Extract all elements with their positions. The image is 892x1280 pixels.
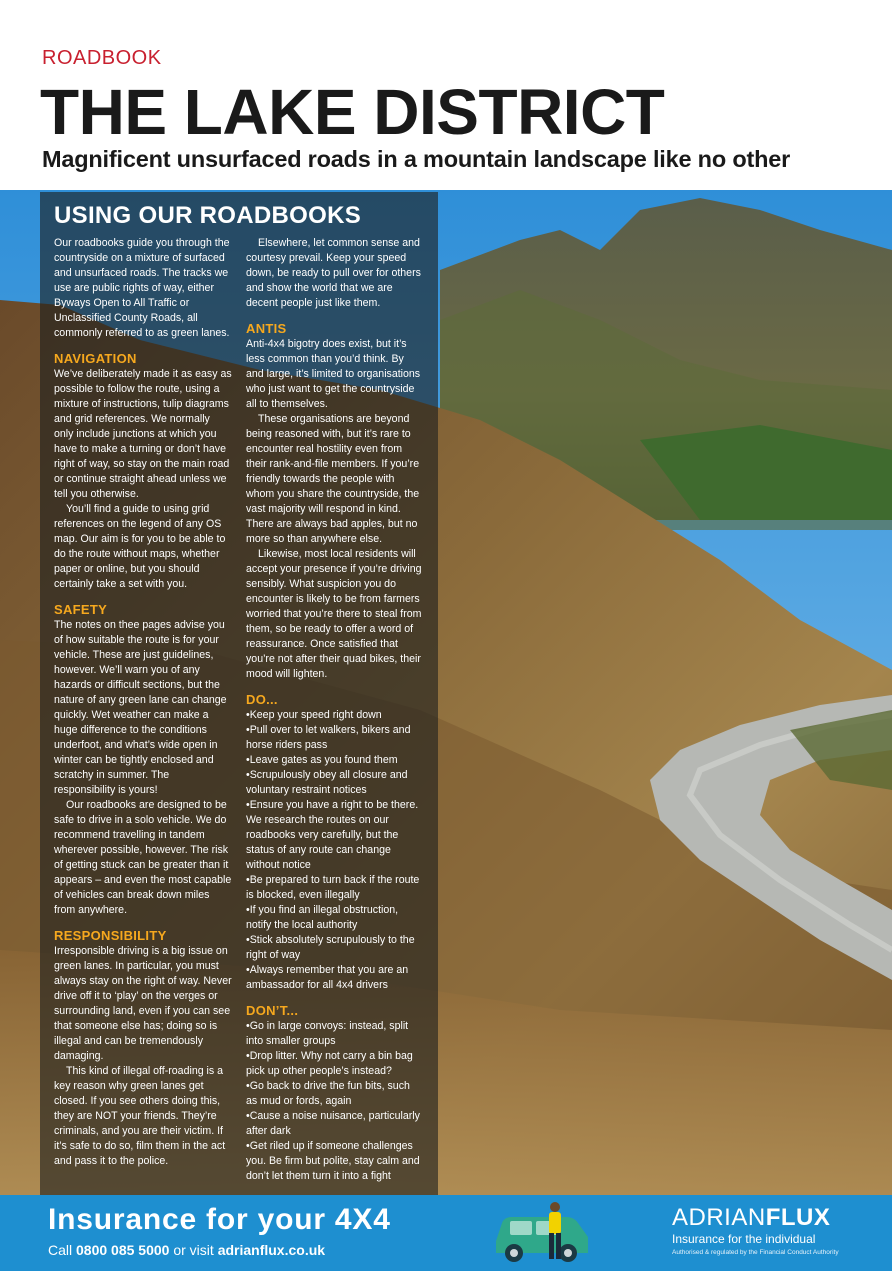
responsibility-paragraph: Irresponsible driving is a big issue on green lanes. In particular, you must always stay on the right of way. Never drive off it to ‘play’ on the verges or surrounding land, even if you can see that someone else has; doing so is illegal and can be tremendously damaging. [54, 945, 232, 1062]
navigation-heading: NAVIGATION [54, 351, 137, 366]
dont-heading: DON’T... [246, 1003, 299, 1018]
antis-heading: ANTIS [246, 321, 287, 336]
page-bottom-margin [0, 1271, 892, 1280]
page-title: THE LAKE DISTRICT [40, 76, 665, 148]
list-item: • Drop litter. Why not carry a bin bag pick up other people’s instead? [246, 1049, 424, 1079]
list-item: • Get riled up if someone challenges you. Be firm but polite, stay calm and don’t let them turn it into a fight [246, 1139, 424, 1184]
responsibility-heading: RESPONSIBILITY [54, 928, 167, 943]
page-subtitle: Magnificent unsurfaced roads in a mountain landscape like no other [42, 146, 791, 172]
regulatory-notice: Authorised & regulated by the Financial Conduct Authority [672, 1249, 839, 1256]
panel-column-left [54, 236, 232, 1184]
list-item: • Stick absolutely scrupulously to the right of way [246, 933, 424, 963]
intro-paragraph: Our roadbooks guide you through the countryside on a mixture of surfaced and unsurfaced roads. The tracks we use are public rights of way, either Byways Open to All Traffic or Unclassified County Roads, all commonly referred to as green lanes. [54, 237, 230, 339]
navigation-paragraph: We’ve deliberately made it as easy as possible to follow the route, using a mixture of instructions, tulip diagrams and grid references. We normally only include junctions at which you have to make a turning or don’t have right of way, so stay on the main road or continue straight ahead unless we tell you otherwise. [54, 368, 232, 500]
list-item: • Leave gates as you found them [246, 753, 424, 768]
list-item: • Pull over to let walkers, bikers and horse riders pass [246, 723, 424, 753]
website-link[interactable]: adrianflux.co.uk [217, 1242, 326, 1258]
safety-heading: SAFETY [54, 602, 108, 617]
list-item: • Be prepared to turn back if the route is blocked, even illegally [246, 873, 424, 903]
brand-tagline: Insurance for the individual [672, 1232, 816, 1246]
brand-logo-bold: FLUX [765, 1204, 831, 1231]
list-item: • Ensure you have a right to be there. We research the routes on our roadbooks very carefully, but the status of any route can change without notice [246, 798, 424, 873]
responsibility-paragraph: This kind of illegal off-roading is a key reason why green lanes get closed. If you see others doing this, they are NOT your friends. They’re criminals, and you are their victim. If it’s safe to do so, film them in the act and pass it to the police. [54, 1065, 226, 1167]
brand-logo-light: ADRIAN [672, 1204, 766, 1231]
call-prefix: Call [48, 1242, 73, 1258]
brand-logo [672, 1204, 830, 1232]
phone-number[interactable]: 0800 085 5000 [76, 1242, 170, 1258]
panel-column-right [246, 236, 424, 1184]
list-item: • Always remember that you are an ambassador for all 4x4 drivers [246, 963, 424, 993]
dont-list [246, 1019, 424, 1184]
do-list [246, 708, 424, 993]
list-item: • Keep your speed right down [246, 708, 424, 723]
page-header [0, 0, 892, 190]
list-item: • Go back to drive the fun bits, such as mud or fords, again [246, 1079, 424, 1109]
safety-paragraph: The notes on thee pages advise you of how suitable the route is for your vehicle. These are just guidelines, however. We’ll warn you of any hazards or difficult sections, but the nature of any green lane can change quickly. Wet weather can make a huge difference to the conditions underfoot, and what’s wide open in winter can be tightly enclosed and scratchy in summer. The responsibility is yours! [54, 619, 227, 796]
roadbooks-guide-panel [40, 192, 438, 1195]
list-item: • Go in large convoys: instead, split into smaller groups [246, 1019, 424, 1049]
car-person-icon [492, 1201, 592, 1265]
advert-contact [48, 1242, 325, 1258]
advert-headline: Insurance for your 4X4 [48, 1203, 391, 1236]
list-item: • If you find an illegal obstruction, notify the local authority [246, 903, 424, 933]
antis-paragraph: Likewise, most local residents will accept your presence if you’re driving sensibly. What suspicion you do encounter is likely to be from farmers worried that you’re there to steal from them, so be ready to offer a word of reassurance. Once satisfied that you’re not after their quad bikes, their mood will lighten. [246, 548, 422, 680]
panel-title: USING OUR ROADBOOKS [54, 202, 362, 229]
courtesy-paragraph: Elsewhere, let common sense and courtesy prevail. Keep your speed down, be ready to pull over for others and show the world that we are decent people just like them. [246, 237, 421, 309]
list-item: • Scrupulously obey all closure and voluntary restraint notices [246, 768, 424, 798]
antis-paragraph: Anti-4x4 bigotry does exist, but it’s less common than you’d think. By and large, it’s limited to organisations who just want to get the countryside all to themselves. [246, 338, 421, 410]
section-kicker: ROADBOOK [42, 47, 162, 69]
panel-columns [54, 236, 424, 1184]
do-heading: DO... [246, 692, 278, 707]
visit-text: or visit [173, 1242, 214, 1258]
antis-paragraph: These organisations are beyond being reasoned with, but it’s rare to encounter real hostility even from their rank-and-file members. If you’re friendly towards the people with whom you share the countryside, the vast majority will respond in kind. There are always bad apples, but no more so than anywhere else. [246, 413, 420, 545]
list-item: • Cause a noise nuisance, particularly after dark [246, 1109, 424, 1139]
advert-banner[interactable] [0, 1195, 892, 1271]
navigation-paragraph: You’ll find a guide to using grid references on the legend of any OS map. Our aim is for you to be able to do the route without maps, whether paper or online, but you should certainly take a set with you. [54, 503, 226, 590]
safety-paragraph: Our roadbooks are designed to be safe to drive in a solo vehicle. We do recommend travelling in tandem wherever possible, however. The risk of getting stuck can be greater than it appears – and even the most capable of vehicles can break down miles from anywhere. [54, 799, 232, 916]
